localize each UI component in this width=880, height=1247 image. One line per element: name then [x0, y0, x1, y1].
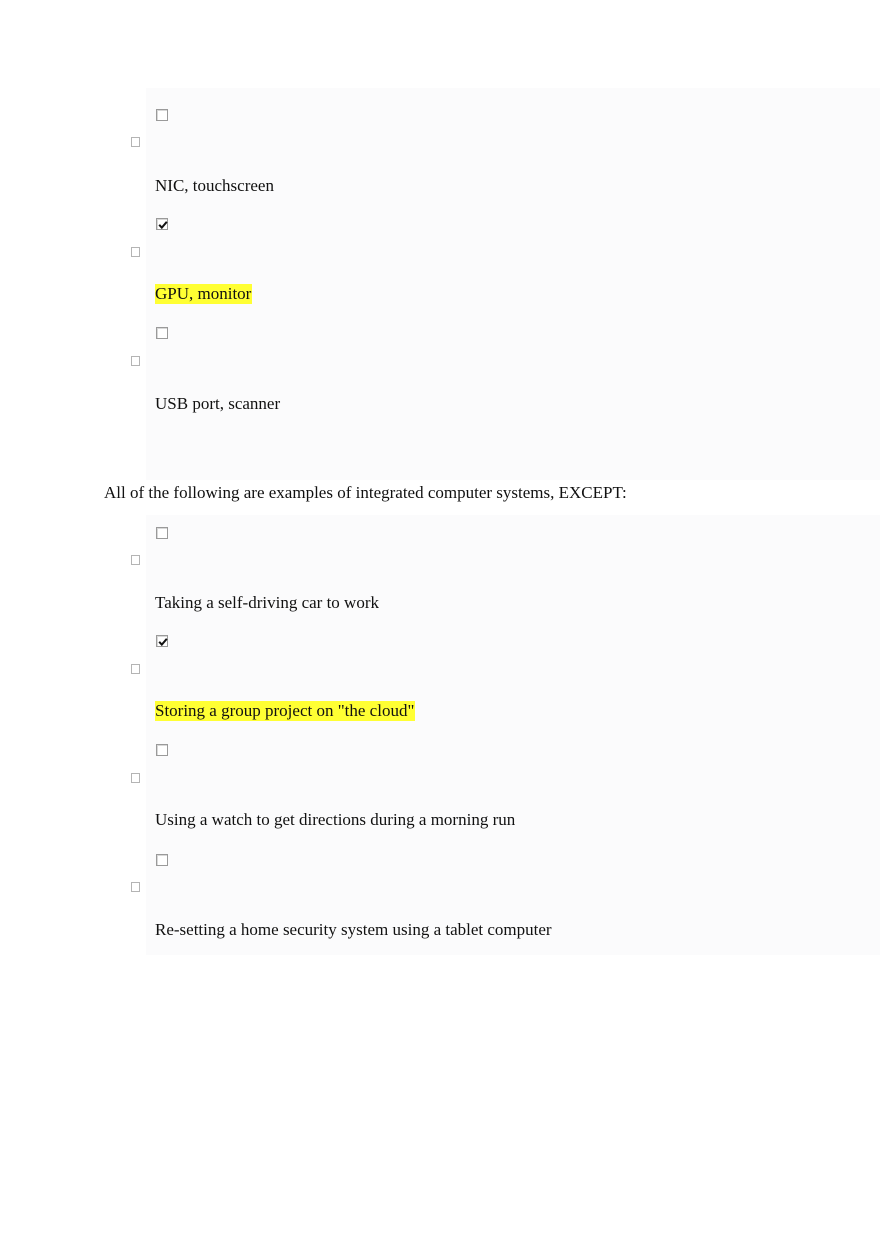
- option-label: Using a watch to get directions during a morning run: [155, 810, 516, 829]
- option-marker-square: [131, 882, 140, 892]
- option-checkbox[interactable]: [156, 854, 168, 866]
- checkmark-icon: [157, 219, 169, 231]
- checkmark-icon: [157, 636, 169, 648]
- question-1-options-panel: [146, 88, 880, 480]
- option-marker-square: [131, 773, 140, 783]
- option-label: Taking a self-driving car to work: [155, 593, 379, 612]
- option-marker-square: [131, 356, 140, 366]
- option-checkbox[interactable]: [156, 744, 168, 756]
- option-marker-square: [131, 664, 140, 674]
- question-2-options-panel: [146, 515, 880, 955]
- option-checkbox[interactable]: [156, 327, 168, 339]
- option-checkbox[interactable]: [156, 109, 168, 121]
- question-prompt: All of the following are examples of integrated computer systems, EXCEPT:: [104, 483, 627, 502]
- option-checkbox-checked[interactable]: [156, 635, 168, 647]
- option-label: NIC, touchscreen: [155, 176, 274, 195]
- option-marker-square: [131, 555, 140, 565]
- option-checkbox[interactable]: [156, 527, 168, 539]
- option-label-selected: GPU, monitor: [155, 284, 252, 303]
- option-marker-square: [131, 137, 140, 147]
- option-checkbox-checked[interactable]: [156, 218, 168, 230]
- option-label: USB port, scanner: [155, 394, 281, 413]
- option-label: Re-setting a home security system using a tablet computer: [155, 920, 552, 939]
- option-marker-square: [131, 247, 140, 257]
- option-label-selected: Storing a group project on "the cloud": [155, 701, 415, 720]
